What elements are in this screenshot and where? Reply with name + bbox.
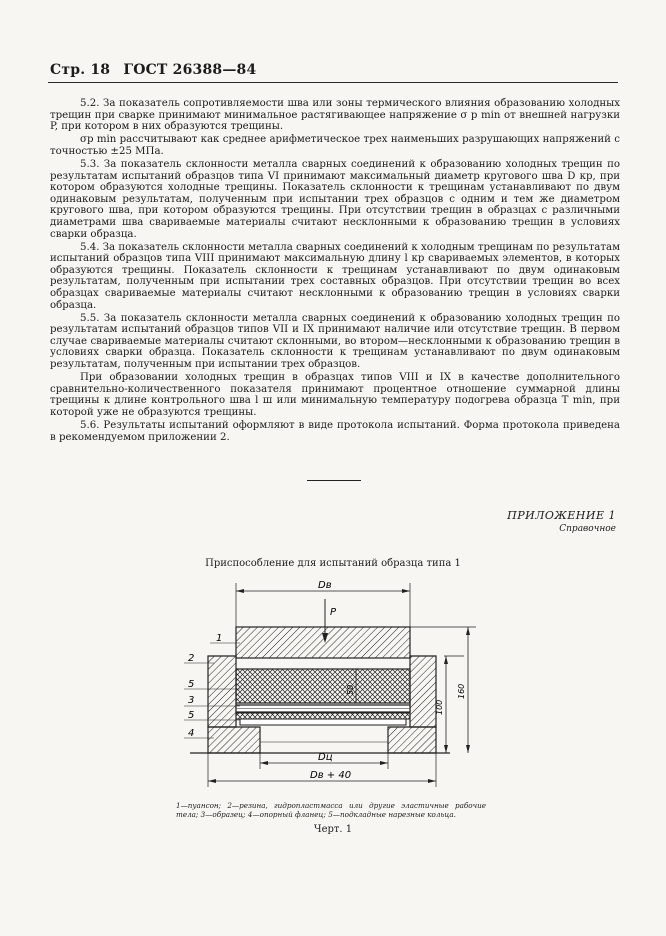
appendix-title: ПРИЛОЖЕНИЕ 1 (507, 509, 616, 522)
paragraph-5-3: 5.3. За показатель склонности металла сварных соединений к образованию холодных трещин по результатам испытаний образцов типа VI принимают максимальный диаметр кругового шва D кр, при котором образуются холодные трещины. Показатель склонности к трещинам устанавливают по двум одинаковым результатам, полученным при испытании трех образцов с одним и тем же диаметром кругового шва, при котором образуются трещины. При отсутствии трещин в образцах с различными диаметрами шва свариваемые материалы считают несклонными к образованию трещин в условиях сварки образца. (50, 158, 620, 240)
force-label: P (330, 607, 337, 618)
page-number: Стр. 18 (50, 62, 111, 78)
appendix-heading (507, 509, 616, 534)
main-text (50, 98, 620, 445)
part-label-3: 3 (188, 695, 195, 706)
part-label-5b: 5 (188, 710, 195, 721)
ring-inner (240, 719, 406, 725)
spacer-rings (236, 713, 410, 719)
flange-left (208, 727, 260, 753)
dim-bottom-label: Dв + 40 (310, 770, 352, 781)
arrow-left (236, 589, 244, 593)
standard-number: ГОСТ 26388—84 (123, 62, 257, 78)
dim-100-label: 100 (435, 699, 444, 715)
dim-inner-label: Dц (318, 752, 333, 763)
part-label-1: 1 (216, 633, 223, 644)
header-rule (48, 82, 618, 83)
arrow-bottom-right (428, 779, 436, 783)
arrow-right (402, 589, 410, 593)
housing-right (410, 656, 436, 727)
flange-right (388, 727, 436, 753)
arrow-100-top (444, 656, 448, 664)
arrow-inner-right (380, 761, 388, 765)
paragraph-additional: При образовании холодных трещин в образцах типов VIII и IX в качестве дополнительного сравнительно-количественного показателя принимают процентное отношение суммарной длины трещины к длине контрольного шва l ш или минимальную температуру подогрева образца T min, при которой уже не образуются трещины. (50, 372, 620, 418)
arrow-100-bottom (444, 745, 448, 753)
dim-50-label: 50 (346, 684, 355, 695)
figure-legend: 1—пуансон; 2—резина, гидропластмасса или другие эластичные рабочие тела; 3—образец; 4—опорный фланец; 5—подкладные нарезные кольца. (176, 801, 486, 819)
section-separator (307, 480, 361, 481)
fixture-drawing (180, 577, 480, 799)
part-label-5a: 5 (188, 679, 195, 690)
housing-left (208, 656, 236, 727)
figure-title: Приспособление для испытаний образца типа 1 (205, 558, 461, 569)
dim-160-label: 160 (457, 683, 466, 699)
dim-top-label: Dв (318, 580, 332, 591)
paragraph-5-5: 5.5. За показатель склонности металла сварных соединений к образованию холодных трещин по результатам испытаний образцов типов VII и IX принимают наличие или отсутствие трещин. В первом случае свариваемые материалы считают склонными, во втором—несклонными к образованию трещин в условиях сварки образца. Показатель склонности к трещинам устанавливают по двум одинаковым результатам, полученным при испытании трех образцов. (50, 312, 620, 371)
paragraph-5-2: 5.2. За показатель сопротивляемости шва или зоны термического влияния образованию холодных трещин при сварке принимают минимальное растягивающее напряжение σ p min от внешней нагрузки P, при котором в них образуются трещины. (50, 98, 620, 133)
part-label-2: 2 (188, 653, 195, 664)
paragraph-5-4: 5.4. За показатель склонности металла сварных соединений к холодным трещинам по результатам испытаний образцов типа VIII принимают максимальную длину l кр свариваемых элементов, в которых образуются трещины. Показатель склонности к трещинам устанавливают по двум одинаковым результатам, полученным при испытании трех составных образцов. При отсутствии трещин во всех образцах свариваемые материалы считают несклонными к образованию трещин в условиях сварки образца. (50, 241, 620, 311)
paragraph-sigma: σp min рассчитывают как среднее арифметическое трех наименьших разрушающих напряжений с точностью ±25 МПа. (50, 134, 620, 157)
page-header (50, 62, 264, 78)
figure-caption: Черт. 1 (313, 824, 353, 835)
appendix-subtitle: Справочное (559, 524, 616, 534)
arrow-160-top (466, 627, 470, 635)
part-label-4: 4 (188, 728, 195, 739)
arrow-bottom-left (208, 779, 216, 783)
elastic-body (236, 669, 410, 703)
arrow-inner-left (260, 761, 268, 765)
arrow-160-bottom (466, 745, 470, 753)
paragraph-5-6: 5.6. Результаты испытаний оформляют в виде протокола испытаний. Форма протокола приведена в рекомендуемом приложении 2. (50, 420, 620, 443)
punch (236, 627, 410, 658)
